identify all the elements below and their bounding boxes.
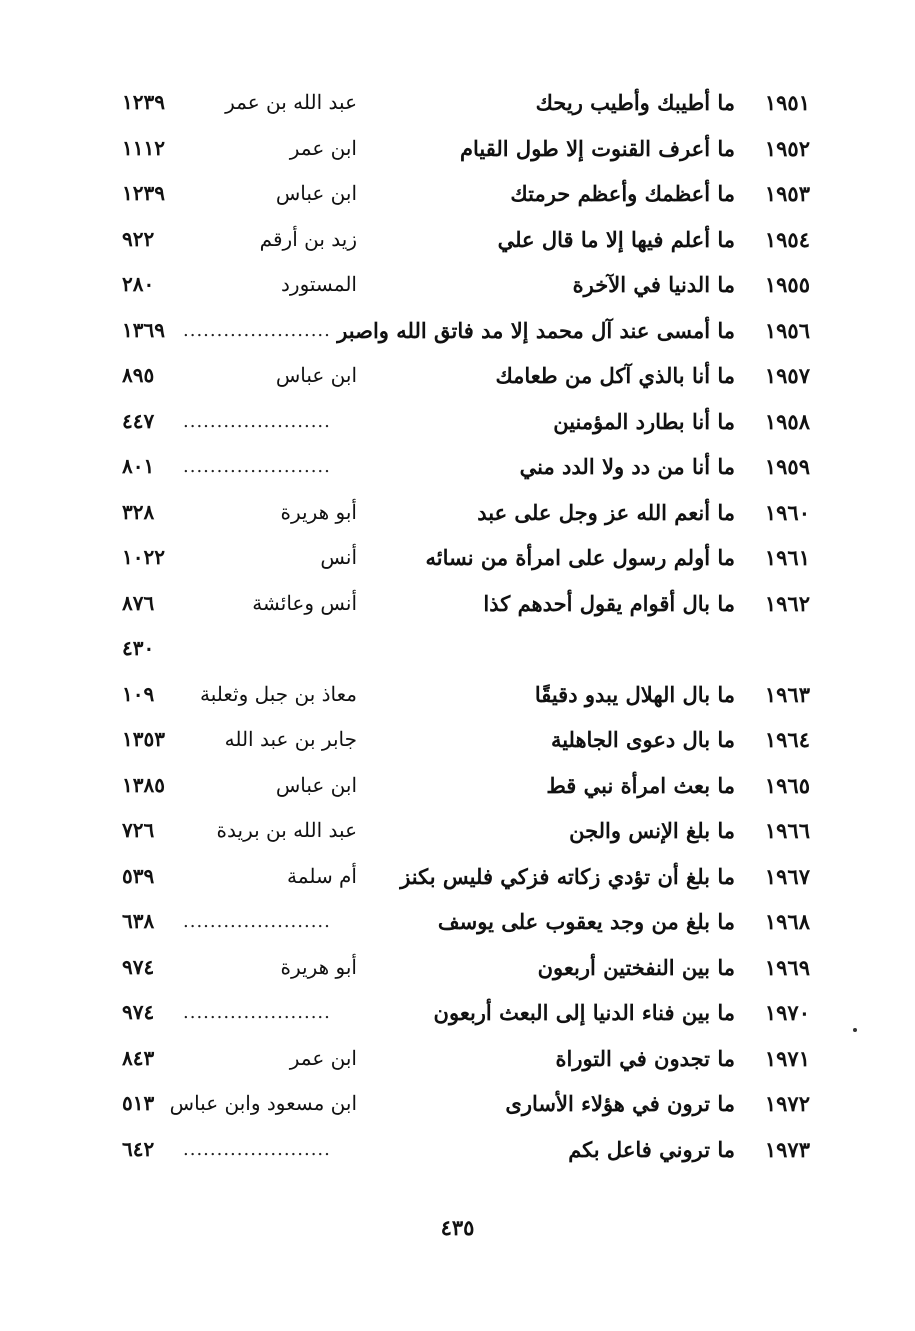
entry-reference: ٨٩٥ [122, 363, 155, 387]
index-entry [0, 80, 915, 126]
entry-text: ما تجدون في التوراة [555, 1045, 735, 1071]
entry-text: ما بال دعوى الجاهلية [550, 727, 735, 752]
entry-narrator: عبد الله بن بريدة [216, 818, 357, 842]
entry-number: ١٩٦٤ [764, 727, 810, 752]
entry-number: ١٩٧٠ [764, 1000, 810, 1025]
index-entry [0, 126, 915, 172]
entry-number: ١٩٥٣ [764, 181, 810, 206]
entry-narrator: أنس [320, 545, 357, 569]
entry-number: ١٩٦١ [764, 545, 810, 570]
entry-text: ما ترون في هؤلاء الأسارى [505, 1091, 735, 1116]
entry-leader-dots: ...................... [183, 410, 331, 432]
entry-reference: ٧٢٦ [122, 818, 155, 842]
entry-number: ١٩٦٦ [764, 818, 810, 843]
entry-reference: ٥١٣ [122, 1091, 155, 1115]
entry-text: ما بين النفختين أربعون [537, 954, 735, 980]
entry-number: ١٩٧١ [764, 1045, 810, 1071]
entry-reference: ٩٢٢ [122, 226, 155, 251]
entry-number: ١٩٥٧ [764, 363, 810, 388]
entry-narrator: أنس وعائشة [252, 590, 357, 615]
entry-text: ما بلغ أن تؤدي زكاته فزكي فليس بكنز [400, 863, 735, 889]
index-entry [0, 808, 915, 854]
entry-leader-dots: ...................... [183, 911, 331, 932]
entry-reference: ٤٣٠ [122, 636, 155, 660]
entry-reference: ٩٧٤ [122, 954, 155, 979]
page-speck [853, 1028, 857, 1032]
entry-text: ما أعرف القنوت إلا طول القيام [460, 135, 735, 161]
entry-text: ما بين فناء الدنيا إلى البعث أربعون [433, 1000, 735, 1025]
entry-narrator: ابن عباس [275, 363, 357, 387]
entry-narrator: ابن عباس [275, 181, 357, 205]
entry-text: ما أمسى عند آل محمد إلا مد فاتق الله واصبر [337, 317, 735, 343]
entry-narrator: المستورد [281, 272, 357, 296]
index-entry [0, 990, 915, 1036]
entry-reference: ٨٠١ [122, 454, 155, 478]
entry-reference: ١١١٢ [122, 135, 165, 160]
entry-number: ١٩٦٧ [764, 863, 810, 889]
entry-text: ما أعظمك وأعظم حرمتك [510, 181, 735, 206]
entry-number: ١٩٦٩ [764, 954, 810, 980]
index-entry [0, 171, 915, 217]
entry-number: ١٩٥٦ [764, 317, 810, 343]
entry-number: ١٩٦٥ [764, 772, 810, 798]
entry-reference: ٨٤٣ [122, 1045, 155, 1070]
entry-text: ما الدنيا في الآخرة [572, 272, 735, 297]
entry-narrator: ابن عباس [275, 772, 357, 797]
entry-reference: ٦٣٨ [122, 909, 155, 933]
entry-text: ما بلغ من وجد يعقوب على يوسف [437, 909, 735, 934]
entry-text: ما أنعم الله عز وجل على عبد [477, 499, 735, 525]
entry-narrator: أم سلمة [287, 863, 357, 888]
entry-leader-dots: ...................... [183, 456, 331, 477]
entry-reference: ٩٧٤ [122, 1000, 155, 1024]
entry-text: ما أنا من دد ولا الدد مني [519, 454, 735, 479]
entry-leader-dots: ...................... [183, 1138, 331, 1160]
entry-number: ١٩٥٨ [764, 408, 810, 434]
index-entry [0, 490, 915, 536]
index-entry [0, 945, 915, 991]
entry-number: ١٩٥٢ [764, 135, 810, 161]
hadith-index-list [0, 80, 915, 1172]
entry-text: ما أولم رسول على امرأة من نسائه [425, 545, 735, 570]
entry-text: ما بعث امرأة نبي قط [546, 772, 735, 798]
entry-reference: ٥٣٩ [122, 863, 155, 888]
entry-narrator: ابن مسعود وابن عباس [169, 1091, 357, 1115]
index-entry [0, 672, 915, 718]
entry-number: ١٩٥٩ [764, 454, 810, 479]
entry-reference: ٤٤٧ [122, 408, 155, 433]
index-entry [0, 444, 915, 490]
entry-reference: ١٣٨٥ [122, 772, 165, 797]
index-entry [0, 581, 915, 627]
entry-number: ١٩٦٣ [764, 681, 810, 707]
page-number: ٤٣٥ [440, 1215, 475, 1240]
index-entry [0, 626, 915, 672]
entry-text: ما بال الهلال يبدو دقيقًا [534, 681, 735, 707]
entry-reference: ١٣٦٩ [122, 317, 165, 342]
entry-number: ١٩٥٤ [764, 226, 810, 252]
entry-leader-dots: ...................... [183, 319, 331, 341]
entry-narrator: ابن عمر [289, 135, 357, 160]
entry-narrator: زيد بن أرقم [259, 226, 357, 251]
index-entry [0, 1036, 915, 1082]
entry-reference: ١٠٢٢ [122, 545, 165, 569]
entry-number: ١٩٧٢ [764, 1091, 810, 1116]
entry-reference: ١٢٣٩ [122, 181, 165, 205]
entry-number: ١٩٥٥ [764, 272, 810, 297]
entry-text: ما بال أقوام يقول أحدهم كذا [483, 590, 735, 616]
index-entry [0, 308, 915, 354]
entry-reference: ١٣٥٣ [122, 727, 165, 751]
entry-leader-dots: ...................... [183, 1002, 331, 1023]
entry-reference: ٣٢٨ [122, 499, 155, 524]
index-entry [0, 217, 915, 263]
entry-number: ١٩٦٢ [764, 590, 810, 616]
entry-narrator: عبد الله بن عمر [225, 90, 357, 114]
entry-reference: ٢٨٠ [122, 272, 155, 296]
entry-text: ما أنا بالذي آكل من طعامك [495, 363, 735, 388]
entry-narrator: ابن عمر [289, 1045, 357, 1070]
entry-narrator: جابر بن عبد الله [224, 727, 357, 751]
entry-reference: ٦٤٢ [122, 1136, 155, 1161]
index-entry [0, 899, 915, 945]
index-entry [0, 399, 915, 445]
index-entry [0, 353, 915, 399]
entry-text: ما بلغ الإنس والجن [569, 818, 735, 843]
index-entry [0, 717, 915, 763]
index-entry [0, 535, 915, 581]
entry-number: ١٩٦٠ [764, 499, 810, 525]
entry-text: ما تروني فاعل بكم [568, 1136, 735, 1162]
entry-narrator: أبو هريرة [280, 954, 357, 979]
entry-reference: ١٠٩ [122, 681, 155, 706]
entry-number: ١٩٦٨ [764, 909, 810, 934]
index-entry [0, 1127, 915, 1173]
entry-narrator: معاذ بن جبل وثعلبة [199, 681, 357, 706]
entry-reference: ١٢٣٩ [122, 90, 165, 114]
index-entry [0, 763, 915, 809]
entry-reference: ٨٧٦ [122, 590, 155, 615]
entry-number: ١٩٥١ [764, 90, 810, 115]
index-entry [0, 262, 915, 308]
index-entry [0, 1081, 915, 1127]
entry-text: ما أطيبك وأطيب ريحك [535, 90, 735, 115]
entry-text: ما أعلم فيها إلا ما قال علي [497, 226, 735, 252]
entry-number: ١٩٧٣ [764, 1136, 810, 1162]
index-entry [0, 854, 915, 900]
entry-text: ما أنا بطارد المؤمنين [553, 408, 735, 434]
entry-narrator: أبو هريرة [280, 499, 357, 524]
